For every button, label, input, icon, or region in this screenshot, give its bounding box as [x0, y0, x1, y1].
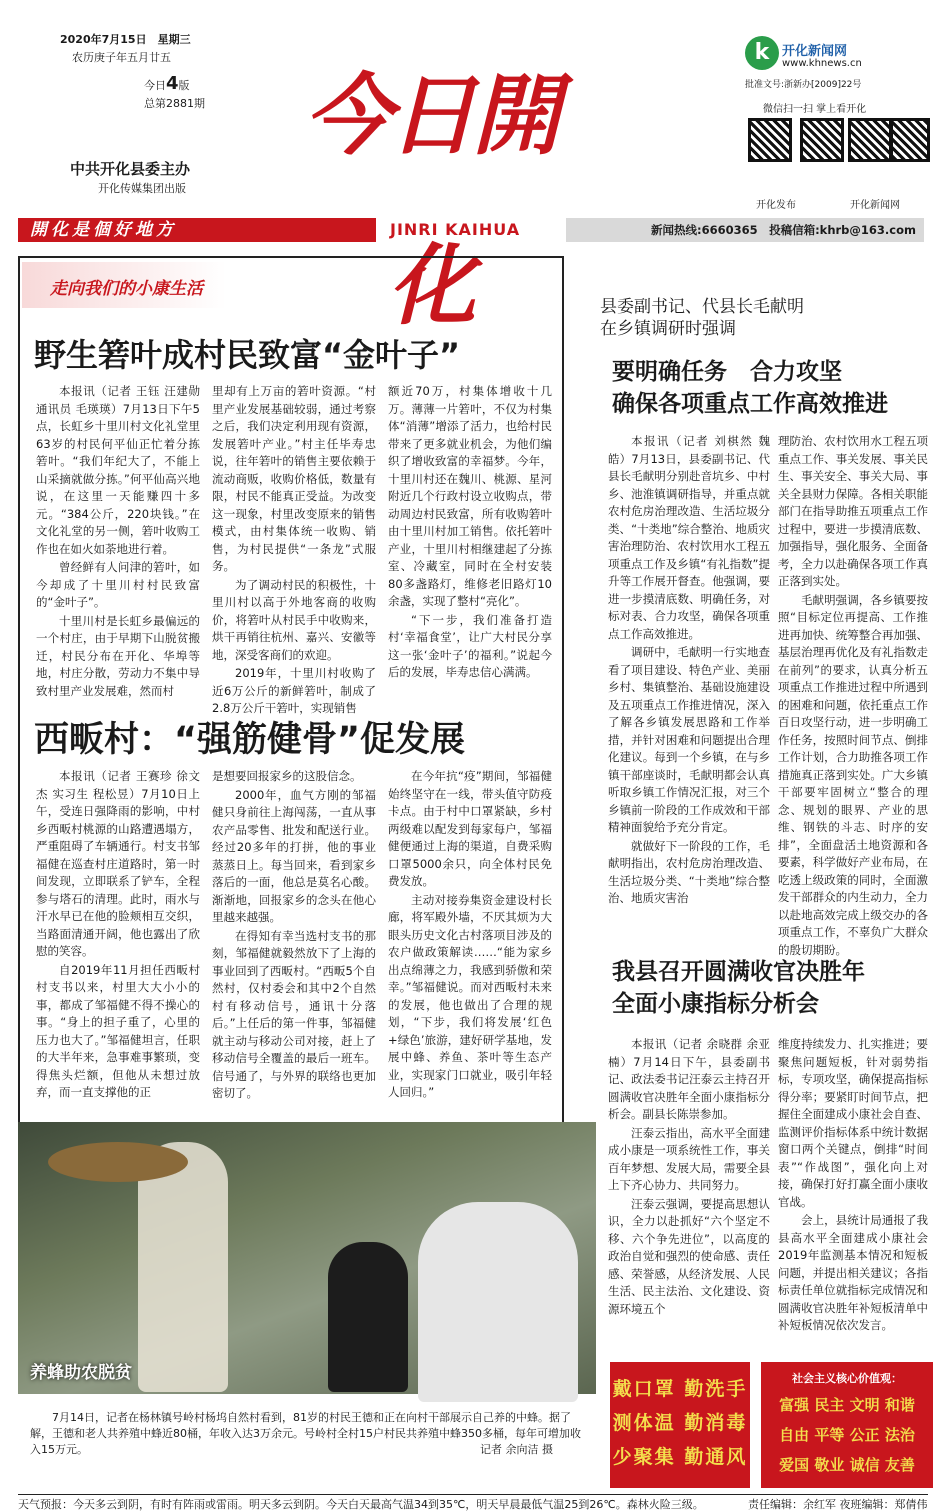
edition: 今日4版	[144, 73, 190, 94]
editors: 责任编辑：余红军 夜班编辑：郑倩伟	[748, 1498, 928, 1511]
article-1-col-2: 里却有上万亩的箬叶资源。“村里产业发展基础较弱，通过考察之后，我们决定利用现有资源，发展箬叶产业。”村主任毕寿忠说，往年箬叶的销售主要依赖于流动商贩，收购价格低，数量有限，村民不能真正受益。为改变这一现象，村里改变原来的销售模式，由村集体统一收购、销售，为村民提供“一条龙”式服务。 为了调动村民的积极性，十里川村以高于外地客商的收购价，将箬叶从村民手中收购来，烘干再销往杭州、嘉兴、安徽等地，深受客商们的欢迎。 2019年，十里川村收购了近6万公斤的新鲜箬叶，制成了2.8万公斤干箬叶，实现销售	[212, 384, 376, 715]
article-3-kicker: 县委副书记、代县长毛献明 在乡镇调研时强调	[600, 297, 804, 339]
core-values-title: 社会主义核心价值观：	[792, 1372, 902, 1385]
slogan-row: 少聚集 勤通风	[612, 1446, 748, 1468]
article-2-title: 西畈村：“强筋健骨”促发展	[34, 720, 466, 760]
person-figure	[418, 1202, 578, 1402]
core-values-box	[761, 1362, 933, 1488]
article-2-col-3: 在今年抗“疫”期间，邹福健始终坚守在一线，带头值守防疫卡点。由于村中口罩紧缺，乡村两级难以配发到每家每户，邹福健便通过上海的渠道，自费采购口罩5000余只，向全体村民免费发放。 主动对接券集资金建设村长廊，将军殿外墙，不厌其烦为大眼头历史文化古村落项目涉及的农户做政策解读……“能为家乡出点绵薄之力，我感到骄傲和荣幸。”邹福健说。而对西畈村未来的发展，他也做出了合理的规划，“下步，我们将发展‘红色+绿色’旅游，建好研学基地，发展中蜂、养鱼、茶叶等生态产业，实现家门口就业，吸引年轻人回归。”	[388, 769, 552, 1099]
photo-credit: 记者 余向洁 摄	[480, 1443, 553, 1456]
organizer: 中共开化县委主办	[70, 160, 191, 178]
article-2-col-1: 本报讯（记者 王赛珍 徐文杰 实习生 程松昱）7月10日上午，受连日强降雨的影响，中村乡西畈村桃源的山路遭遇塌方，严重阻碍了车辆通行。村支书邹福健在巡查村庄道路时，第一时间发现，立即联系了铲车，全程参与塔石的清理。此时，雨水与汗水早已在他的脸颊相互交织，当路面清通开阔，他也露出了欣慰的笑容。 自2019年11月担任西畈村村支书以来，村里大大小小的事，都成了邹福健不得不操心的事。“身上的担子重了，心里的压力也大了。”邹福健坦言，任职的大半年来，急事难事繁琐，变得焦头烂额，但他从未想过放弃，而一直支撑他的正	[36, 769, 200, 1099]
article-3-col-1: 本报讯（记者 刘棋然 魏皓）7月13日，县委副书记、代县长毛献明分别赴音坑乡、中村乡、池淮镇调研指导，并重点就农村危房治理改造、生活垃圾分类、“十类地”综合整治、地质灾害治理防治、农村饮用水工程五项重点工作及乡镇“有礼指数”提升等工作展开督查。他强调，要进一步摸清底数、明确任务，对标对表、合力攻坚，确保各项重点工作高效推进。 调研中，毛献明一行实地查看了项目建设、特色产业、美丽乡村、集镇整治、基础设施建设及五项重点工作推进情况，深入了解各乡镇发展思路和工作举措，并针对困难和问题提出合理化建议。每到一个乡镇，在与乡镇干部座谈时，毛献明都会认真听取乡镇工作情况汇报，对三个乡镇前一阶段的工作成效和干部精神面貌给予充分肯定。 就做好下一阶段的工作，毛献明指出，农村危房治理改造、生活垃圾分类、“十类地”综合整治、地质灾害治	[608, 434, 770, 905]
core-values-row: 自由 平等 公正 法治	[779, 1426, 915, 1444]
photo-caption: 7月14日，记者在杨林镇号岭村杨坞自然村看到，81岁的村民王德和正在向村干部展示自己养的中蜂。据了解，王德和老人共养殖中蜂近80桶，年收入达3万余元。号岭村全村15户村民共养殖中蜂350多桶，每年可增加收入15万元。	[30, 1411, 581, 1456]
health-slogans	[610, 1362, 750, 1488]
series-banner-text: 走向我们的小康生活	[50, 279, 203, 299]
masthead-logo: 今日開化	[303, 63, 556, 337]
qr-code-icon[interactable]	[748, 118, 792, 162]
photo-label: 养蜂助农脱贫	[30, 1363, 132, 1383]
slogan-row: 测体温 勤消毒	[612, 1412, 748, 1434]
person-figure	[328, 1242, 408, 1392]
motto: 開化是個好地方	[30, 220, 177, 240]
qr-label-2: 开化新闻网	[850, 200, 900, 211]
total-issue: 总第2881期	[144, 97, 205, 110]
article-1-col-1: 本报讯（记者 王钰 汪建勋 通讯员 毛瑛瑛）7月13日下午5点，长虹乡十里川村文化礼堂里63岁的村民何平仙正忙着分拣箬叶。“我们年纪大了，不能上山采摘就做分拣。”何平仙高兴地说，在这里一天能赚四十多元。“384公斤，220块钱。”在文化礼堂的另一侧，箬叶收购工作也在如火如荼地进行着。 曾经鲜有人问津的箬叶，如今却成了十里川村村民致富的“金叶子”。 十里川村是长虹乡最偏远的一个村庄，由于早期下山脱贫搬迁，村民分布在开化、华埠等地，村庄分散，劳动力不集中导致村里产业发展难，然而村	[36, 384, 200, 698]
site-license: 批准文号:浙新办[2009]22号	[745, 80, 862, 90]
article-1-col-3: 额近70万，村集体增收十几万。薄薄一片箬叶，不仅为村集体“消薄”增添了活力，也给村民带来了更多就业机会，为他们编织了增收致富的幸福梦。今年，十里川村还在魏川、桃源、星河附近几个行政村设立收购点，带动周边村民致富，所有收购箬叶由十里川村加工销售。依托箬叶产业，十里川村相继建起了分拣室、冷藏室，同时在全村安装80多盏路灯，维修老旧路灯10余盏，实现了整村“亮化”。 “下一步，我们准备打造村‘幸福食堂’，让广大村民分享这一张‘金叶子’的福利。”说起今后的发展，毕寿忠信心满满。	[388, 384, 552, 679]
publisher: 开化传媒集团出版	[98, 182, 186, 195]
slogan-row: 戴口罩 勤洗手	[612, 1378, 748, 1400]
article-1-title: 野生箬叶成村民致富“金叶子”	[34, 336, 461, 374]
lunar-date: 农历庚子年五月廿五	[72, 51, 171, 64]
core-values-row: 富强 民主 文明 和谐	[779, 1396, 915, 1414]
site-name: 开化新闻网	[782, 44, 848, 59]
footer-rule	[18, 1494, 928, 1495]
article-4-col-1: 本报讯（记者 余晓群 余亚楠）7月14日下午，县委副书记、政法委书记汪泰云主持召开圆满收官决胜年全面小康指标分析会。副县长陈崇参加。 汪泰云指出，高水平全面建成小康是一项系统性工作，事关百年梦想、发展大局，需要全县上下齐心协力、共同努力。 汪泰云强调，要提高思想认识，全力以赴抓好“六个坚定不移、六个争先进位”，以高度的政治自觉和强烈的使命感、责任感、荣誉感，从经济发展、人民生活、民主法治、文化建设、资源环境五个	[608, 1037, 770, 1316]
hotline: 新闻热线:6660365 投稿信箱:khrb@163.com	[650, 223, 916, 237]
qr-code-icon[interactable]	[848, 118, 892, 162]
article-2-col-2: 是想要回报家乡的这股信念。 2000年，血气方刚的邹福健只身前往上海闯荡，一直从事农产品零售、批发和配送行业。经过20多年的打拼，他的事业蒸蒸日上。每当回来，看到家乡落后的一面，他总是莫名心酸。渐渐地，回报家乡的念头在他心里越来越强。 在得知有幸当选村支书的那刻，邹福健就毅然放下了上海的事业回到了西畈村。“西畈5个自然村，仅村委会和其中2个自然村有移动信号，通讯十分落后。”上任后的第一件事，邹福健就主动与移动公司对接，赶上了移动信号全覆盖的最后一班车。信号通了，与外界的联络也更加密切了。	[212, 769, 376, 1100]
weather-forecast: 天气预报：今天多云到阴，有时有阵雨或雷雨。明天多云到阴。今天白天最高气温34到35℃，明天早晨最低气温25到26℃。森林火险三级。	[18, 1498, 704, 1511]
article-3-title: 要明确任务 合力攻坚 确保各项重点工作高效推进	[612, 359, 888, 417]
masthead-pinyin: JINRI KAIHUA	[390, 220, 521, 239]
article-3-col-2: 理防治、农村饮用水工程五项重点工作、事关发展、事关民生、事关安全、事关大局、事关全县财力保障。各相关职能部门在指导助推五项重点工作过程中，要进一步摸清底数、加强指导，强化服务、全面备考，全力以赴确保各项工作真正落到实处。 毛献明强调，各乡镇要按照“目标定位再提高、工作推进再加快、统筹整合再加强、基层治理再优化及有礼指数走在前列”的要求，认真分析五项重点工作推进过程中所遇到的困难和问题，依托重点工作百日攻坚行动，进一步明确工作任务，按照时间节点、倒排工作计划，合力助推各项工作措施真正落到实处。广大乡镇干部要牢固树立“整合的理念、规划的眼界、产业的思维、钢铁的斗志、时序的安排”，全面盘活土地资源和各要素，科学做好产业布局，在吃透上级政策的同时，全面激发干部群众的内生动力，全力以赴地高效完成上级交办的各项重点工作，不辜负广大群众的殷切期盼。	[778, 434, 928, 957]
site-logo-icon: k	[745, 36, 779, 70]
article-4-col-2: 维度持续发力、扎实推进；要聚焦问题短板，针对弱势指标，专项攻坚，确保提高指标得分率；要紧盯时间节点，把握住全面建成小康社会自查、监测评价指标体系中统计数据窗口两个关键点，倒排“时间表”“作战图”，强化向上对接，确保打好打赢全面小康收官战。 会上，县统计局通报了我县高水平全面建成小康社会2019年监测基本情况和短板问题，并提出相关建议；各指标责任单位就指标完成情况和圆满收官决胜年补短板清单中补短板情况依次发言。	[778, 1037, 928, 1332]
qr-caption: 微信扫一扫 掌上看开化	[763, 104, 867, 115]
contact-bar	[566, 218, 924, 242]
series-banner	[22, 262, 262, 308]
beehive-icon	[48, 1142, 188, 1182]
site-url: www.khnews.cn	[782, 58, 862, 69]
beekeeping-photo	[18, 1122, 596, 1394]
qr-label-1: 开化发布	[756, 200, 796, 211]
article-4-title: 我县召开圆满收官决胜年 全面小康指标分析会	[612, 959, 865, 1017]
issue-date: 2020年7月15日 星期三	[60, 33, 191, 46]
core-values-row: 爱国 敬业 诚信 友善	[779, 1456, 915, 1474]
motto-bar	[18, 218, 376, 242]
qr-code-icon[interactable]	[890, 118, 930, 162]
qr-code-icon[interactable]	[800, 118, 844, 162]
